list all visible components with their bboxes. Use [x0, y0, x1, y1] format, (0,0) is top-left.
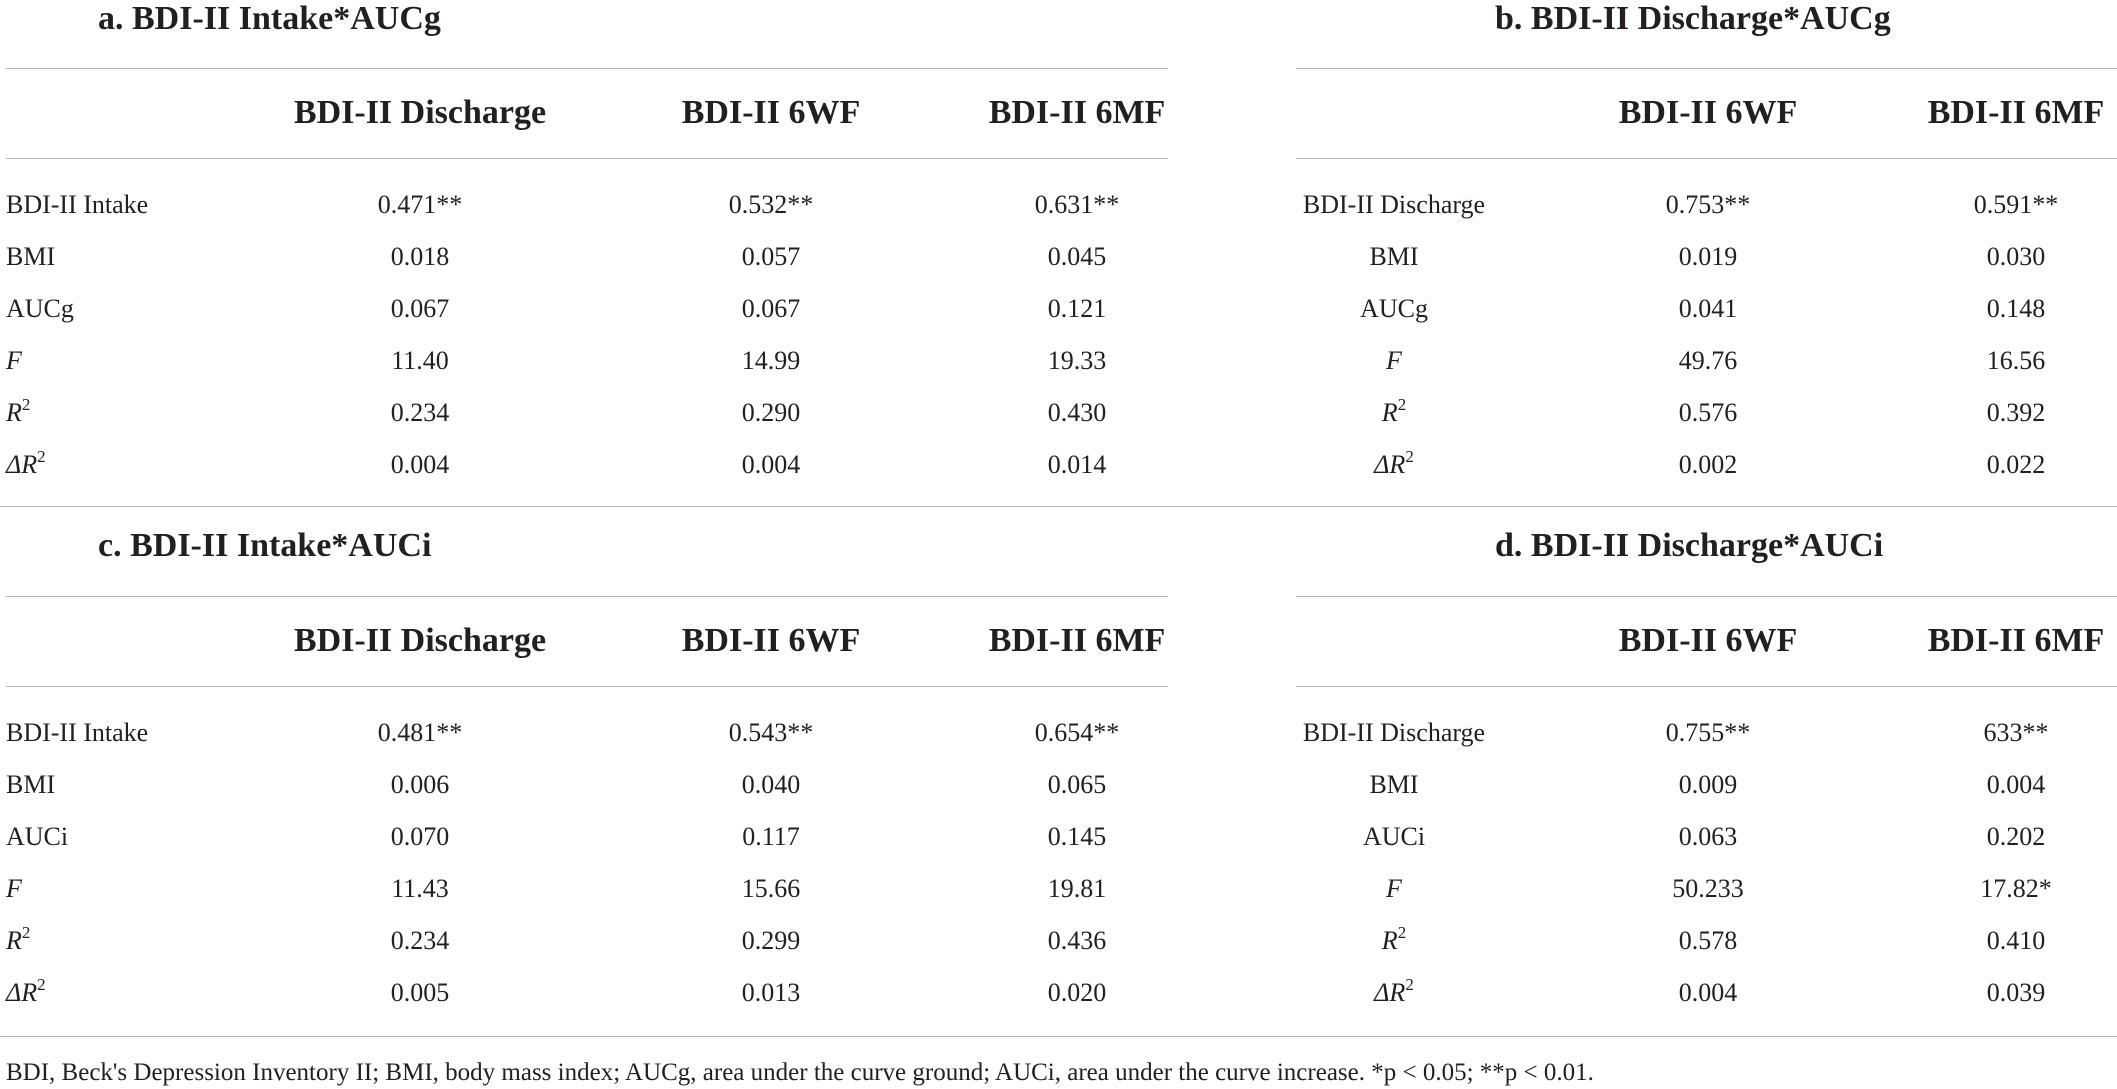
panel-b-row-label: $R^2$ — [1381, 395, 1407, 427]
panel-d-cell: 633** — [1983, 718, 2049, 747]
panel-a-row-label: F — [6, 346, 22, 375]
panel-b-row-label: BDI-II Discharge — [1302, 190, 1486, 219]
panel-b-row-label: AUCg — [1360, 294, 1428, 323]
panel-a-cell: 0.004 — [741, 450, 801, 479]
panel-a-cell: 0.631** — [1034, 190, 1120, 219]
panel-c-cell: 0.020 — [1047, 978, 1107, 1007]
panel-c-cell: 0.436 — [1047, 926, 1107, 955]
panel-a-cell: 11.40 — [391, 346, 449, 375]
panel-b-title: b. BDI-II Discharge*AUCg — [1495, 0, 1891, 37]
panel-b-cell: 0.022 — [1986, 450, 2046, 479]
panel-b-cell: 0.019 — [1678, 242, 1738, 271]
panel-a-cell: 0.121 — [1047, 294, 1107, 323]
panel-a-cell: 0.014 — [1047, 450, 1107, 479]
panel-a-cell: 0.532** — [728, 190, 814, 219]
panel-d-cell: 50.233 — [1672, 874, 1744, 903]
panel-d-row-label: $\Delta R^2$ — [1374, 975, 1414, 1007]
panel-d-cell: 0.410 — [1986, 926, 2046, 955]
panel-b-top-rule — [1296, 68, 2117, 69]
panel-a-cell: 0.018 — [390, 242, 450, 271]
panel-d-cell: 0.755** — [1665, 718, 1751, 747]
panel-a-cell: 0.471** — [377, 190, 463, 219]
panel-c-cell: 0.070 — [390, 822, 450, 851]
panel-c-cell: 19.81 — [1047, 874, 1107, 903]
panel-c-cell: 0.040 — [741, 770, 801, 799]
panel-c-cell: 0.543** — [728, 718, 814, 747]
panel-c-cell: 0.234 — [390, 926, 450, 955]
panel-b-cell: 0.148 — [1986, 294, 2046, 323]
panel-b-row-label: F — [1386, 346, 1402, 375]
panel-c-header-3: BDI-II 6MF — [988, 622, 1166, 659]
panel-c-cell: 0.065 — [1047, 770, 1107, 799]
table-footnote: BDI, Beck's Depression Inventory II; BMI, body mass index; AUCg, area under the curve ground; AUCi, area under the curve increase. *p < 0.05; **p < 0.01. — [6, 1059, 1594, 1086]
panel-c-cell: 0.006 — [390, 770, 450, 799]
panel-a-row-label: BMI — [6, 242, 56, 271]
section-divider — [0, 506, 2117, 507]
panel-d-cell: 0.004 — [1986, 770, 2046, 799]
panel-a-cell: 19.33 — [1047, 346, 1107, 375]
panel-c-cell: 0.299 — [741, 926, 801, 955]
panel-a-row-label: BDI-II Intake — [6, 190, 149, 219]
panel-c-header-rule — [6, 686, 1168, 687]
panel-c-cell: 0.013 — [741, 978, 801, 1007]
panel-c-row-label: BMI — [6, 770, 56, 799]
panel-c-header-2: BDI-II 6WF — [681, 622, 861, 659]
panel-b-cell: 0.591** — [1973, 190, 2059, 219]
panel-d-cell: 0.009 — [1678, 770, 1738, 799]
footnote-rule — [0, 1036, 2117, 1037]
panel-c-row-label: AUCi — [6, 822, 69, 851]
panel-d-header-2: BDI-II 6MF — [1927, 622, 2105, 659]
panel-d-title: d. BDI-II Discharge*AUCi — [1495, 527, 1884, 564]
panel-a-cell: 0.290 — [741, 398, 801, 427]
panel-c-cell: 0.005 — [390, 978, 450, 1007]
panel-c-cell: 0.117 — [742, 822, 800, 851]
panel-a-row-label: $R^2$ — [6, 395, 31, 427]
panel-a-cell: 0.430 — [1047, 398, 1107, 427]
panel-a-cell: 0.067 — [741, 294, 801, 323]
panel-c-cell: 11.43 — [391, 874, 449, 903]
panel-b-header-1: BDI-II 6WF — [1618, 94, 1798, 131]
panel-b-header-2: BDI-II 6MF — [1927, 94, 2105, 131]
panel-b-header-rule — [1296, 158, 2117, 159]
panel-d-header-rule — [1296, 686, 2117, 687]
panel-d-row-label: F — [1386, 874, 1402, 903]
panel-a-row-label: $\Delta R^2$ — [6, 447, 46, 479]
panel-a-row-label: AUCg — [6, 294, 74, 323]
panel-a-header-2: BDI-II 6WF — [681, 94, 861, 131]
panel-a-cell: 0.004 — [390, 450, 450, 479]
panel-a-cell: 14.99 — [741, 346, 801, 375]
panel-b-cell: 0.392 — [1986, 398, 2046, 427]
panel-a-top-rule — [6, 68, 1168, 69]
panel-b-cell: 49.76 — [1678, 346, 1738, 375]
panel-b-cell: 0.576 — [1678, 398, 1738, 427]
panel-a-cell: 0.045 — [1047, 242, 1107, 271]
panel-b-row-label: BMI — [1369, 242, 1419, 271]
panel-d-cell: 0.039 — [1986, 978, 2046, 1007]
panel-c-title: c. BDI-II Intake*AUCi — [98, 527, 432, 564]
panel-c-row-label: F — [6, 874, 22, 903]
panel-d-cell: 0.004 — [1678, 978, 1738, 1007]
panel-d-cell: 0.202 — [1986, 822, 2046, 851]
panel-b-cell: 0.030 — [1986, 242, 2046, 271]
panel-b-cell: 0.002 — [1678, 450, 1738, 479]
panel-a-cell: 0.067 — [390, 294, 450, 323]
panel-d-row-label: $R^2$ — [1381, 923, 1407, 955]
panel-d-cell: 0.578 — [1678, 926, 1738, 955]
panel-c-header-1: BDI-II Discharge — [293, 622, 547, 659]
panel-a-cell: 0.057 — [741, 242, 801, 271]
panel-c-cell: 0.481** — [377, 718, 463, 747]
panel-a-title: a. BDI-II Intake*AUCg — [98, 0, 441, 37]
panel-d-row-label: BDI-II Discharge — [1302, 718, 1486, 747]
panel-d-cell: 17.82* — [1980, 874, 2052, 903]
panel-c-cell: 0.145 — [1047, 822, 1107, 851]
panel-c-row-label: $R^2$ — [6, 923, 31, 955]
panel-d-top-rule — [1296, 596, 2117, 597]
panel-c-cell: 0.654** — [1034, 718, 1120, 747]
panel-b-cell: 0.753** — [1665, 190, 1751, 219]
panel-a-cell: 0.234 — [390, 398, 450, 427]
panel-d-row-label: BMI — [1369, 770, 1419, 799]
panel-b-row-label: $\Delta R^2$ — [1374, 447, 1414, 479]
panel-c-row-label: $\Delta R^2$ — [6, 975, 46, 1007]
panel-c-cell: 15.66 — [741, 874, 801, 903]
panel-a-header-rule — [6, 158, 1168, 159]
panel-d-row-label: AUCi — [1362, 822, 1426, 851]
panel-c-top-rule — [6, 596, 1168, 597]
panel-b-cell: 16.56 — [1986, 346, 2046, 375]
panel-b-cell: 0.041 — [1678, 294, 1738, 323]
panel-d-header-1: BDI-II 6WF — [1618, 622, 1798, 659]
panel-a-header-3: BDI-II 6MF — [988, 94, 1166, 131]
panel-a-header-1: BDI-II Discharge — [293, 94, 547, 131]
panel-d-cell: 0.063 — [1678, 822, 1738, 851]
panel-c-row-label: BDI-II Intake — [6, 718, 149, 747]
